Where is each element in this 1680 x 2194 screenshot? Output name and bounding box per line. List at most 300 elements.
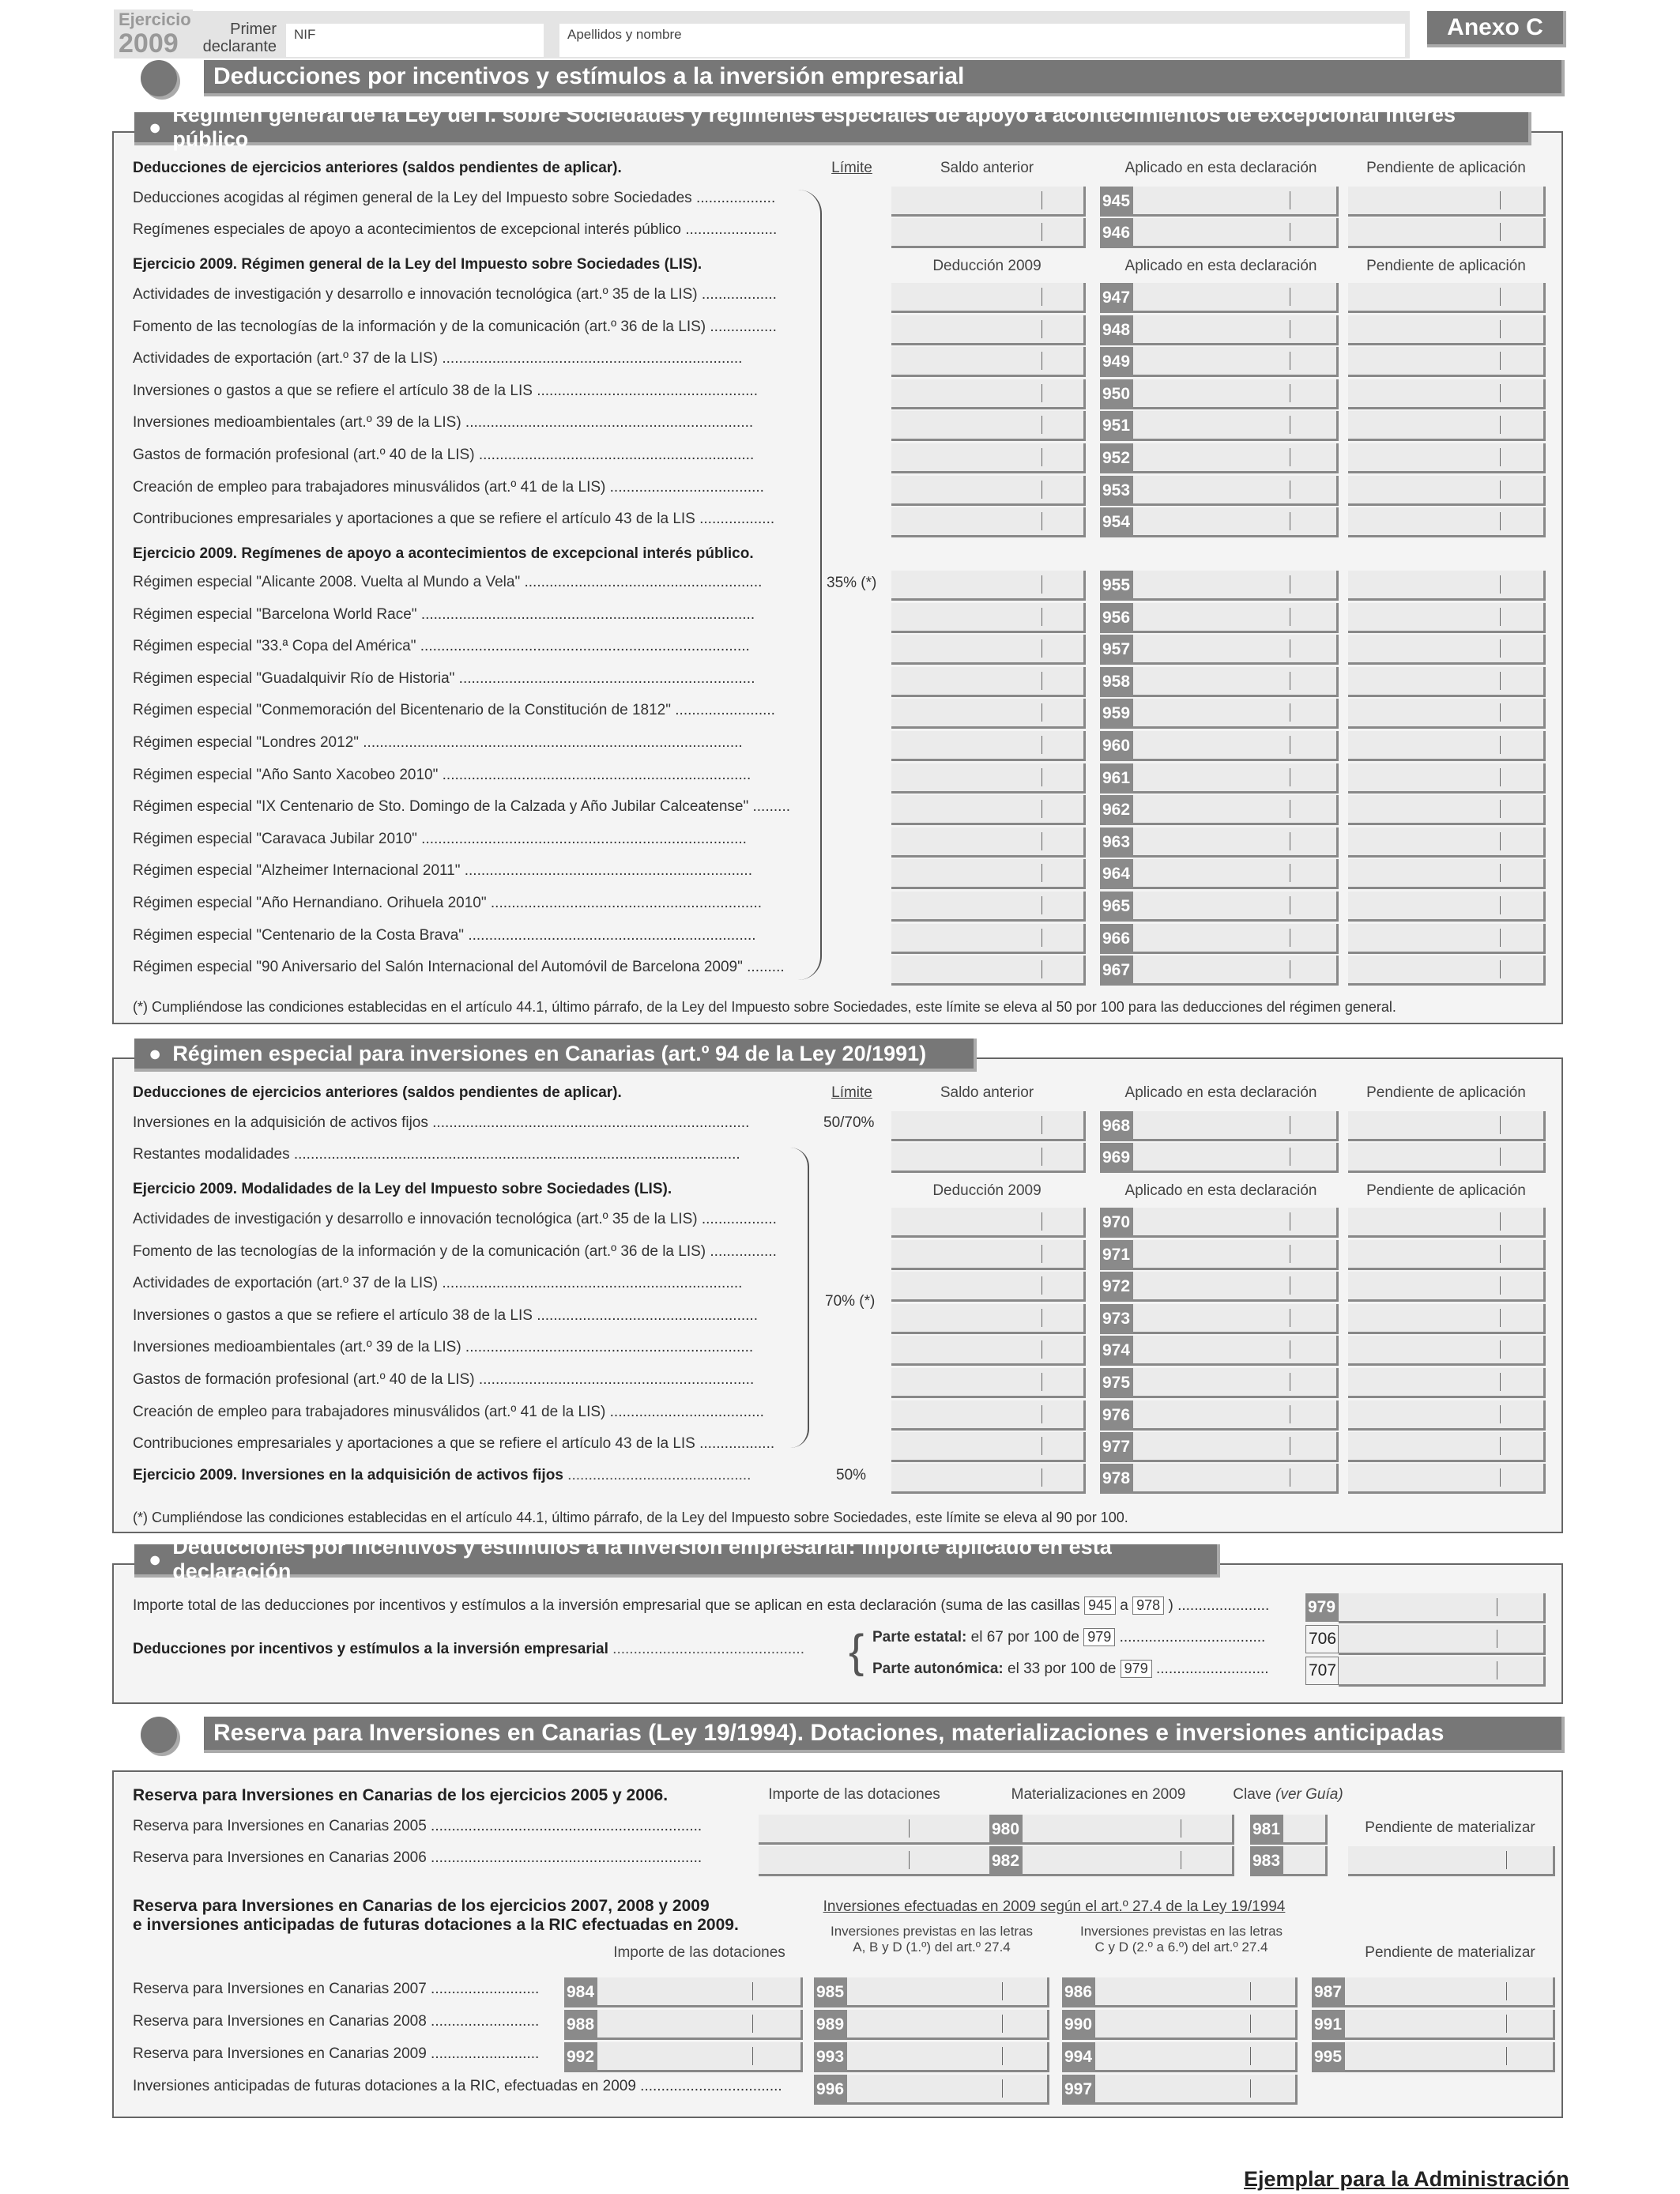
field-saldo-970[interactable]: [891, 1208, 1086, 1238]
field-aplicado-967[interactable]: [1133, 956, 1339, 986]
field-pendiente-955[interactable]: [1348, 571, 1546, 601]
field-saldo-949[interactable]: [891, 347, 1086, 377]
field-pendiente-974[interactable]: [1348, 1336, 1546, 1366]
code-959: 959: [1100, 699, 1133, 729]
code-982: 982: [989, 1846, 1023, 1876]
code-954: 954: [1100, 507, 1133, 537]
row-label: Inversiones o gastos a que se refiere el artículo 38 de la LIS .....................................................: [133, 1306, 758, 1324]
sec4-h-importe: Importe de las dotaciones: [768, 1786, 940, 1803]
sec2-sub2: Ejercicio 2009. Modalidades de la Ley del Impuesto sobre Sociedades (LIS).: [133, 1181, 672, 1197]
code-991: 991: [1312, 2010, 1345, 2040]
row-label: Reserva para Inversiones en Canarias 2007 ..........................: [133, 1981, 540, 1997]
field-aplicado-965[interactable]: [1133, 892, 1339, 922]
footer-ejemplar: Ejemplar para la Administración: [1244, 2167, 1569, 2191]
field-saldo-966[interactable]: [891, 924, 1086, 954]
field-separator: [1500, 736, 1501, 754]
field-saldo-948[interactable]: [891, 315, 1086, 345]
field-saldo-956[interactable]: [891, 603, 1086, 633]
row-label: Actividades de investigación y desarrollo e innovación tecnológica (art.º 35 de la LIS) ..................: [133, 286, 777, 303]
field-saldo-960[interactable]: [891, 731, 1086, 761]
field-pendiente-954[interactable]: [1348, 507, 1546, 537]
code-949: 949: [1100, 347, 1133, 377]
field-pendiente-951[interactable]: [1348, 411, 1546, 441]
field-pendiente-970[interactable]: [1348, 1208, 1546, 1238]
sec4-h-invef: Inversiones efectuadas en 2009 según el art.º 27.4 de la Ley 19/1994: [823, 1898, 1286, 1915]
field-aplicado-957[interactable]: [1133, 635, 1339, 665]
row-label: Restantes modalidades ...........................................................................................................: [133, 1146, 740, 1163]
row-label: Creación de empleo para trabajadores minusválidos (art.º 41 de la LIS) .....................................: [133, 1403, 764, 1420]
sec2-title-text: Régimen especial para inversiones en Canarias (art.º 94 de la Ley 20/1991): [172, 1041, 927, 1065]
field-pendiente-971[interactable]: [1348, 1240, 1546, 1270]
field-separator: [1500, 575, 1501, 594]
row-limit: 50/70%: [823, 1114, 875, 1131]
sec2-col-pendiente: Pendiente de aplicación: [1366, 1084, 1526, 1101]
code-965: 965: [1100, 892, 1133, 922]
sec3-ded-text: Deducciones por incentivos y estímulos a la inversión empresarial: [133, 1641, 608, 1657]
field-saldo-959[interactable]: [891, 699, 1086, 729]
field-saldo-961[interactable]: [891, 763, 1086, 794]
field-pendiente-977[interactable]: [1348, 1432, 1546, 1462]
sec4-title: [204, 1717, 1565, 1753]
field-991[interactable]: [1345, 2010, 1555, 2040]
row-label: Régimen especial "Guadalquivir Río de Historia" .......................................................................: [133, 669, 755, 687]
field-pendiente-964[interactable]: [1348, 859, 1546, 889]
sec1-col-deduccion: Deducción 2009: [932, 258, 1042, 274]
field-saldo-952[interactable]: [891, 443, 1086, 473]
field-separator: [1250, 1982, 1251, 2000]
field-separator: [1500, 1116, 1501, 1134]
field-992[interactable]: [597, 2042, 803, 2072]
title-circle-icon: [141, 60, 177, 96]
sec2-brace: [790, 1148, 809, 1448]
code-953: 953: [1100, 476, 1133, 506]
row-label: Inversiones anticipadas de futuras dotaciones a la RIC, efectuadas en 2009 ..................................: [133, 2078, 782, 2094]
code-989: 989: [814, 2010, 847, 2040]
sec4-h-cd: [1059, 1924, 1304, 1955]
row-label: Régimen especial "Alzheimer Internacional 2011" .....................................................................: [133, 862, 752, 880]
field-separator: [1500, 448, 1501, 466]
row-label: Actividades de exportación (art.º 37 de la LIS) ........................................................................: [133, 1275, 743, 1292]
sec2-last-label: [133, 1467, 751, 1484]
field-aplicado-956[interactable]: [1133, 603, 1339, 633]
field-saldo-968[interactable]: [891, 1111, 1086, 1141]
field-separator: [1500, 1437, 1501, 1455]
field-aplicado-964[interactable]: [1133, 859, 1339, 889]
field-aplicado-953[interactable]: [1133, 476, 1339, 506]
sec2-col-deduccion: Deducción 2009: [932, 1182, 1042, 1199]
code-951: 951: [1100, 411, 1133, 441]
field-saldo-947[interactable]: [891, 283, 1086, 313]
field-pendiente-967[interactable]: [1348, 956, 1546, 986]
code-945: 945: [1100, 187, 1133, 217]
sec1-sub3: Ejercicio 2009. Regímenes de apoyo a acontecimientos de excepcional interés público.: [133, 545, 754, 562]
code-973: 973: [1100, 1304, 1133, 1334]
field-pendiente-948[interactable]: [1348, 315, 1546, 345]
row-label: Reserva para Inversiones en Canarias 2005 .................................................................: [133, 1818, 703, 1834]
code-968: 968: [1100, 1111, 1133, 1141]
field-separator: [1500, 416, 1501, 434]
row-label: Régimen especial "90 Aniversario del Salón Internacional del Automóvil de Barcelona 2009" .........: [133, 959, 785, 976]
autonomica-bold: Parte autonómica:: [872, 1661, 1004, 1677]
main-title: [204, 60, 1565, 96]
field-pendiente-973[interactable]: [1348, 1304, 1546, 1334]
field-aplicado-949[interactable]: [1133, 347, 1339, 377]
field-pendiente-961[interactable]: [1348, 763, 1546, 794]
sec3-total-end: ) ......................: [1168, 1597, 1270, 1614]
field-pendiente-952[interactable]: [1348, 443, 1546, 473]
sec1-sub2: Ejercicio 2009. Régimen general de la Ley del Impuesto sobre Sociedades (LIS).: [133, 256, 703, 273]
field-saldo-974[interactable]: [891, 1336, 1086, 1366]
field-aplicado-970[interactable]: [1133, 1208, 1339, 1238]
field-separator: [1500, 1373, 1501, 1391]
field-saldo-963[interactable]: [891, 827, 1086, 858]
field-saldo-977[interactable]: [891, 1432, 1086, 1462]
code-976: 976: [1100, 1400, 1133, 1431]
sec1-col-pendiente-2: Pendiente de aplicación: [1366, 258, 1526, 274]
field-separator: [1500, 832, 1501, 850]
field-dotacion-982[interactable]: [759, 1846, 993, 1876]
code-981: 981: [1250, 1815, 1283, 1845]
field-aplicado-969[interactable]: [1133, 1143, 1339, 1173]
row-label: Régimen especial "33.ª Copa del América" ...............................................................................: [133, 638, 750, 655]
title-circle-icon: [141, 1717, 177, 1753]
sec3-total-text: Importe total de las deducciones por incentivos y estímulos a la inversión empresarial que se aplican en esta declaración (suma de las casillas: [133, 1597, 1080, 1614]
field-aplicado-951[interactable]: [1133, 411, 1339, 441]
field-aplicado-973[interactable]: [1133, 1304, 1339, 1334]
field-aplicado-948[interactable]: [1133, 315, 1339, 345]
field-aplicado-977[interactable]: [1133, 1432, 1339, 1462]
field-aplicado-945[interactable]: [1133, 187, 1339, 217]
field-994[interactable]: [1095, 2042, 1298, 2072]
field-saldo-958[interactable]: [891, 667, 1086, 697]
field-987[interactable]: [1345, 1977, 1555, 2007]
field-aplicado-978[interactable]: [1133, 1464, 1339, 1494]
code-983: 983: [1250, 1846, 1283, 1876]
row-label: Régimen especial "Barcelona World Race" ................................................................................: [133, 605, 755, 623]
field-aplicado-960[interactable]: [1133, 731, 1339, 761]
code-963: 963: [1100, 827, 1133, 858]
field-separator: [1500, 864, 1501, 882]
sec1-col-limite: Límite: [831, 160, 872, 176]
field-separator: [1500, 1212, 1501, 1231]
estatal-dots: ...................................: [1119, 1629, 1266, 1646]
field-separator: [752, 1982, 753, 2000]
sec3-a: a: [1120, 1597, 1128, 1614]
field-pendiente-945[interactable]: [1348, 187, 1546, 217]
field-saldo-946[interactable]: [891, 218, 1086, 248]
field-aplicado-966[interactable]: [1133, 924, 1339, 954]
code-980: 980: [989, 1815, 1023, 1845]
field-saldo-957[interactable]: [891, 635, 1086, 665]
field-clave-981[interactable]: [1283, 1815, 1328, 1845]
field-pendiente-969[interactable]: [1348, 1143, 1546, 1173]
field-979[interactable]: [1339, 1593, 1546, 1623]
code-966: 966: [1100, 924, 1133, 954]
field-saldo-973[interactable]: [891, 1304, 1086, 1334]
field-aplicado-962[interactable]: [1133, 795, 1339, 825]
code-997: 997: [1062, 2075, 1095, 2105]
code-987: 987: [1312, 1977, 1345, 2007]
row-label: Régimen especial "Caravaca Jubilar 2010" ..............................................................................: [133, 830, 747, 847]
code-956: 956: [1100, 603, 1133, 633]
row-label: Régimen especial "Alicante 2008. Vuelta al Mundo a Vela" .........................................................: [133, 574, 763, 590]
field-aplicado-971[interactable]: [1133, 1240, 1339, 1270]
sec2-col-pendiente-2: Pendiente de aplicación: [1366, 1182, 1526, 1199]
field-pendiente-975[interactable]: [1348, 1368, 1546, 1398]
ref-945: 945: [1084, 1596, 1116, 1615]
field-separator: [1500, 384, 1501, 402]
field-saldo-954[interactable]: [891, 507, 1086, 537]
field-saldo-972[interactable]: [891, 1272, 1086, 1302]
code-947: 947: [1100, 283, 1133, 313]
field-pendiente-966[interactable]: [1348, 924, 1546, 954]
field-separator: [752, 2047, 753, 2065]
field-pendiente-957[interactable]: [1348, 635, 1546, 665]
field-saldo-955[interactable]: [891, 571, 1086, 601]
field-saldo-951[interactable]: [891, 411, 1086, 441]
field-separator: [1506, 2047, 1507, 2065]
field-separator: [909, 1851, 910, 1869]
sec4-sub1: Reserva para Inversiones en Canarias de los ejercicios 2005 y 2006.: [133, 1786, 669, 1804]
sec3-total-label: [133, 1596, 1269, 1615]
field-saldo-976[interactable]: [891, 1400, 1086, 1431]
row-label: Actividades de investigación y desarrollo e innovación tecnológica (art.º 35 de la LIS) ..................: [133, 1211, 777, 1227]
field-separator: [1506, 2015, 1507, 2033]
field-saldo-950[interactable]: [891, 379, 1086, 409]
field-986[interactable]: [1095, 1977, 1298, 2007]
field-996[interactable]: [847, 2075, 1049, 2105]
field-saldo-945[interactable]: [891, 187, 1086, 217]
code-707: 707: [1305, 1657, 1339, 1685]
ref-979-b: 979: [1121, 1660, 1152, 1678]
code-995: 995: [1312, 2042, 1345, 2072]
sec4-h-importe-2: Importe de las dotaciones: [613, 1944, 785, 1961]
sec3-autonomica: [872, 1660, 1269, 1678]
field-separator: [1500, 929, 1501, 947]
field-saldo-962[interactable]: [891, 795, 1086, 825]
field-separator: [1500, 1148, 1501, 1166]
row-label: Régimen especial "Año Santo Xacobeo 2010" ..........................................................................: [133, 766, 751, 783]
field-990[interactable]: [1095, 2010, 1298, 2040]
field-separator: [1506, 1982, 1507, 2000]
estatal-text: el 67 por 100 de: [970, 1629, 1079, 1646]
field-pendiente-978[interactable]: [1348, 1464, 1546, 1494]
field-aplicado-955[interactable]: [1133, 571, 1339, 601]
row-label: Inversiones medioambientales (art.º 39 de la LIS) .....................................................................: [133, 1339, 754, 1356]
row-label: Actividades de exportación (art.º 37 de la LIS) ........................................................................: [133, 350, 743, 368]
sec1-col-aplicado: Aplicado en esta declaración: [1124, 160, 1317, 176]
field-pendiente-976[interactable]: [1348, 1400, 1546, 1431]
row-label: Contribuciones empresariales y aportaciones a que se refiere el artículo 43 de la LIS ..................: [133, 1435, 775, 1453]
field-saldo-965[interactable]: [891, 892, 1086, 922]
field-pendiente-958[interactable]: [1348, 667, 1546, 697]
code-964: 964: [1100, 859, 1133, 889]
ref-979-a: 979: [1083, 1628, 1115, 1646]
field-pendiente-949[interactable]: [1348, 347, 1546, 377]
field-aplicado-961[interactable]: [1133, 763, 1339, 794]
field-pendiente-959[interactable]: [1348, 699, 1546, 729]
field-pendiente-947[interactable]: [1348, 283, 1546, 313]
cd-l2: C y D (2.º a 6.º) del art.º 27.4: [1094, 1940, 1268, 1955]
field-saldo-953[interactable]: [891, 476, 1086, 506]
row-label: Fomento de las tecnologías de la información y de la comunicación (art.º 36 de la LIS) ................: [133, 318, 777, 335]
field-separator: [1002, 2047, 1003, 2065]
row-label: Regímenes especiales de apoyo a acontecimientos de excepcional interés público ......................: [133, 221, 778, 238]
field-988[interactable]: [597, 2010, 803, 2040]
autonomica-dots: ...........................: [1156, 1661, 1269, 1677]
code-960: 960: [1100, 731, 1133, 761]
row-label: Inversiones o gastos a que se refiere el artículo 38 de la LIS .....................................................: [133, 382, 758, 399]
field-aplicado-958[interactable]: [1133, 667, 1339, 697]
row-label: Régimen especial "Conmemoración del Bicentenario de la Constitución de 1812" ........................: [133, 702, 775, 719]
abd-l1: Inversiones previstas en las letras: [830, 1924, 1034, 1939]
field-saldo-964[interactable]: [891, 859, 1086, 889]
field-aplicado-976[interactable]: [1133, 1400, 1339, 1431]
field-clave-983[interactable]: [1283, 1846, 1328, 1876]
field-pendiente-972[interactable]: [1348, 1272, 1546, 1302]
field-separator: [1500, 1340, 1501, 1359]
row-label: Deducciones acogidas al régimen general de la Ley del Impuesto sobre Sociedades ...................: [133, 190, 776, 206]
ejercicio-year: 2009: [119, 28, 179, 58]
abd-l2: A, B y D (1.º) del art.º 27.4: [853, 1940, 1011, 1955]
row-label: Creación de empleo para trabajadores minusválidos (art.º 41 de la LIS) .....................................: [133, 478, 764, 496]
field-pendiente-950[interactable]: [1348, 379, 1546, 409]
field-aplicado-972[interactable]: [1133, 1272, 1339, 1302]
row-label: Gastos de formación profesional (art.º 40 de la LIS) ..................................................................: [133, 447, 755, 463]
code-978: 978: [1100, 1464, 1133, 1494]
sec1-col-saldo: Saldo anterior: [940, 160, 1034, 176]
field-995[interactable]: [1345, 2042, 1555, 2072]
field-mater-982[interactable]: [1023, 1846, 1234, 1876]
row-label: Régimen especial "Centenario de la Costa Brava" .....................................................................: [133, 926, 756, 944]
sec2-limit: 70% (*): [825, 1293, 876, 1310]
code-706: 706: [1305, 1625, 1339, 1653]
field-separator: [1250, 2047, 1251, 2065]
bullet-icon: ●: [149, 1041, 162, 1065]
field-989[interactable]: [847, 2010, 1049, 2040]
field-pendiente-mater[interactable]: [1348, 1846, 1555, 1876]
sec2-col-aplicado: Aplicado en esta declaración: [1124, 1084, 1317, 1101]
code-955: 955: [1100, 571, 1133, 601]
field-aplicado-954[interactable]: [1133, 507, 1339, 537]
sec4-h-clave: [1225, 1786, 1351, 1804]
field-707[interactable]: [1339, 1657, 1546, 1687]
field-aplicado-975[interactable]: [1133, 1368, 1339, 1398]
field-984[interactable]: [597, 1977, 803, 2007]
sec4-title-text: Reserva para Inversiones en Canarias (Ley 19/1994). Dotaciones, materializaciones e inversiones anticipadas: [213, 1720, 1445, 1746]
field-aplicado-974[interactable]: [1133, 1336, 1339, 1366]
code-958: 958: [1100, 667, 1133, 697]
field-aplicado-959[interactable]: [1133, 699, 1339, 729]
field-pendiente-965[interactable]: [1348, 892, 1546, 922]
field-aplicado-968[interactable]: [1133, 1111, 1339, 1141]
field-706[interactable]: [1339, 1625, 1546, 1655]
code-992: 992: [564, 2042, 597, 2072]
autonomica-text: el 33 por 100 de: [1008, 1661, 1117, 1677]
sec1-limit: 35% (*): [827, 575, 877, 591]
cd-l1: Inversiones previstas en las letras: [1079, 1924, 1283, 1939]
field-mater-980[interactable]: [1023, 1815, 1234, 1845]
code-984: 984: [564, 1977, 597, 2007]
row-label: Reserva para Inversiones en Canarias 2006 .................................................................: [133, 1849, 703, 1866]
row-label: Inversiones medioambientales (art.º 39 de la LIS) .....................................................................: [133, 414, 754, 432]
sec1-col-aplicado-2: Aplicado en esta declaración: [1124, 258, 1317, 274]
field-saldo-969[interactable]: [891, 1143, 1086, 1173]
apellidos-label: Apellidos y nombre: [567, 27, 682, 42]
code-974: 974: [1100, 1336, 1133, 1366]
field-separator: [1500, 223, 1501, 241]
sec3-ded-dots: ..............................................: [608, 1641, 804, 1657]
row-label: Inversiones en la adquisición de activos fijos ............................................................................: [133, 1114, 750, 1131]
field-aplicado-963[interactable]: [1133, 827, 1339, 858]
estatal-bold: Parte estatal:: [872, 1629, 967, 1646]
field-985[interactable]: [847, 1977, 1049, 2007]
field-aplicado-946[interactable]: [1133, 218, 1339, 248]
code-950: 950: [1100, 379, 1133, 409]
anexo-badge: Anexo C: [1427, 11, 1566, 47]
field-pendiente-956[interactable]: [1348, 603, 1546, 633]
field-aplicado-947[interactable]: [1133, 283, 1339, 313]
primer-declarante-label: [198, 21, 277, 55]
sec3-ded-label: [133, 1641, 804, 1658]
field-saldo-971[interactable]: [891, 1240, 1086, 1270]
field-pendiente-968[interactable]: [1348, 1111, 1546, 1141]
sec2-col-limite: Límite: [831, 1084, 872, 1101]
brace-icon: {: [849, 1626, 864, 1677]
row-label: Régimen especial "Londres 2012" ...........................................................................................: [133, 734, 743, 751]
field-997[interactable]: [1095, 2075, 1298, 2105]
sec1-sub1: Deducciones de ejercicios anteriores (saldos pendientes de aplicar).: [133, 160, 622, 176]
sec4-h-pend-2: Pendiente de materializar: [1365, 1944, 1535, 1961]
row-label: Régimen especial "Año Hernandiano. Orihuela 2010" .................................................................: [133, 895, 763, 911]
sec1-title-text: Régimen general de la Ley del I. sobre Sociedades y regímenes especiales de apoyo a acontecimientos de excepcional interés público: [172, 103, 1456, 151]
sec3-title-text: Deducciones por incentivos y estímulos a la inversión empresarial: importe aplicado en esta declaración: [172, 1535, 1112, 1583]
field-pendiente-953[interactable]: [1348, 476, 1546, 506]
row-label: Fomento de las tecnologías de la información y de la comunicación (art.º 36 de la LIS) ................: [133, 1242, 777, 1260]
field-separator: [1500, 768, 1501, 786]
sec1-brace: [798, 190, 822, 980]
apellidos-field[interactable]: [559, 24, 1405, 57]
ejercicio-label: Ejercicio: [119, 9, 191, 29]
field-separator: [1500, 703, 1501, 722]
field-pendiente-946[interactable]: [1348, 218, 1546, 248]
sec4-h-pend: Pendiente de materializar: [1365, 1819, 1535, 1836]
sec2-sub1: Deducciones de ejercicios anteriores (saldos pendientes de aplicar).: [133, 1084, 622, 1101]
field-dotacion-980[interactable]: [759, 1815, 993, 1845]
field-separator: [1002, 1982, 1003, 2000]
field-aplicado-952[interactable]: [1133, 443, 1339, 473]
nif-field[interactable]: [286, 24, 544, 57]
field-saldo-975[interactable]: [891, 1368, 1086, 1398]
clave-italic: (ver Guía): [1275, 1786, 1343, 1803]
row-label: Gastos de formación profesional (art.º 40 de la LIS) ..................................................................: [133, 1371, 755, 1388]
sec4-sub2a: Reserva para Inversiones en Canarias de los ejercicios 2007, 2008 y 2009: [133, 1897, 710, 1915]
sec2-col-saldo: Saldo anterior: [940, 1084, 1034, 1101]
field-separator: [909, 1819, 910, 1838]
field-pendiente-963[interactable]: [1348, 827, 1546, 858]
field-saldo-978[interactable]: [891, 1464, 1086, 1494]
field-993[interactable]: [847, 2042, 1049, 2072]
field-separator: [1500, 512, 1501, 530]
field-saldo-967[interactable]: [891, 956, 1086, 986]
field-aplicado-950[interactable]: [1133, 379, 1339, 409]
field-pendiente-962[interactable]: [1348, 795, 1546, 825]
field-separator: [1002, 2079, 1003, 2098]
field-pendiente-960[interactable]: [1348, 731, 1546, 761]
clave-text: Clave: [1233, 1786, 1271, 1803]
field-separator: [1002, 2015, 1003, 2033]
field-separator: [1500, 608, 1501, 626]
